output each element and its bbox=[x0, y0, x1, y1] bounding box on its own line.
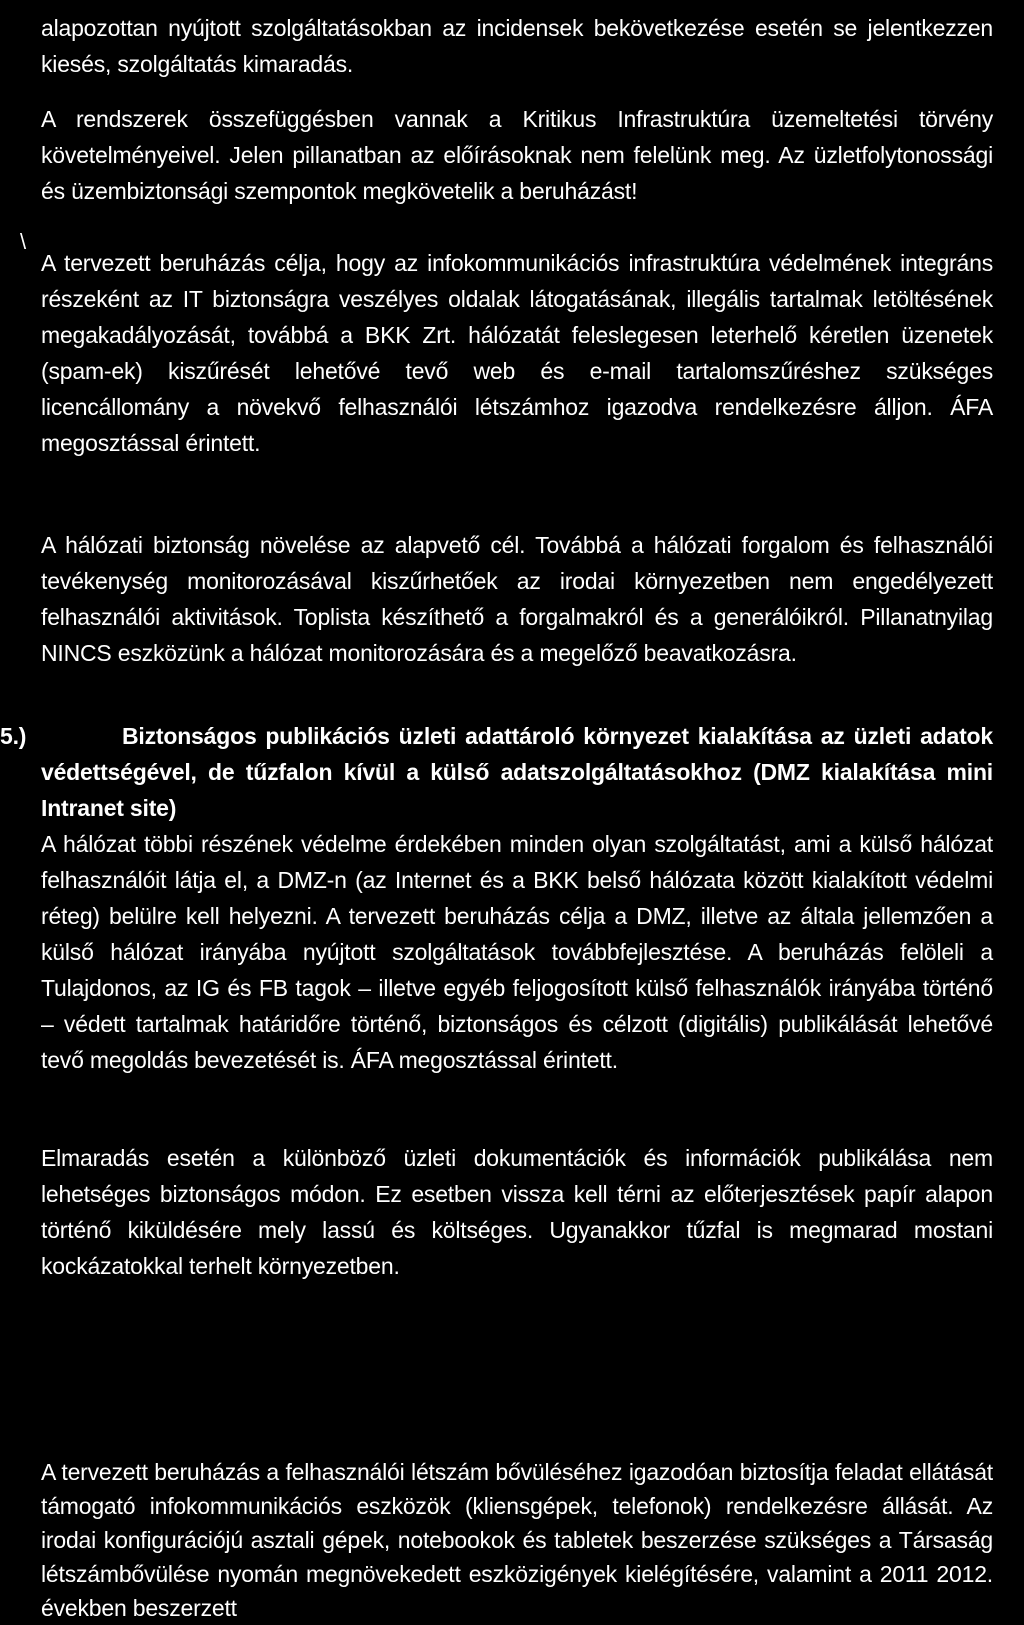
paragraph-critical-infrastructure: A rendszerek összefüggésben vannak a Kritikus Infrastruktúra üzemeltetési törvény követelményeivel. Jelen pillanatban az előírásoknak nem felelünk meg. Az üzletfolytonossági és üzembiztonsági szempontok megkövetelik a beruházást! bbox=[41, 106, 993, 204]
paragraph-service-continuity: alapozottan nyújtott szolgáltatásokban az incidensek bekövetkezése esetén se jelentkezzen kiesés, szolgáltatás kimaradás. bbox=[41, 15, 993, 77]
section-5-heading bbox=[0, 718, 993, 826]
section-5-number: 5.) bbox=[0, 723, 27, 749]
paragraph-content-filtering: A tervezett beruházás célja, hogy az infokommunikációs infrastruktúra védelmének integráns részeként az IT biztonságra veszélyes oldalak látogatásának, illegális tartalmak letöltésének megakadályozását, továbbá a BKK Zrt. hálózatát feleslegesen leterhelő kéretlen üzenetek (spam-ek) kiszűrését lehetővé tevő web és e-mail tartalomszűréshez szükséges licencállomány a növekvő felhasználói létszámhoz igazodva rendelkezésre álljon. ÁFA megosztással érintett. bbox=[41, 250, 993, 456]
paragraph-network-security: A hálózati biztonság növelése az alapvető cél. Továbbá a hálózati forgalom és felhasználói tevékenység monitorozásával kiszűrhetőek az irodai környezetben nem engedélyezett felhasználói aktivitások. Toplista készíthető a forgalmakról és a generálóikról. Pillanatnyilag NINCS eszközünk a hálózat monitorozására és a megelőző beavatkozásra. bbox=[41, 532, 993, 666]
paragraph-consequences: Elmaradás esetén a különböző üzleti dokumentációk és információk publikálása nem lehetséges biztonságos módon. Ez esetben vissza kell térni az előterjesztések papír alapon történő kiküldésére mely lassú és költséges. Ugyanakkor tűzfal is megmarad mostani kockázatokkal terhelt környezetben. bbox=[41, 1145, 993, 1279]
paragraph-device-procurement: A tervezett beruházás a felhasználói létszám bővüléséhez igazodóan biztosítja feladat ellátását támogató infokommunikációs eszközök (kliensgépek, telefonok) rendelkezésre állását. Az irodai konfigurációjú asztali gépek, notebookok és tabletek beszerzése szükséges a Társaság létszámbővülése nyomán megnövekedett eszközigények kielégítésére, valamint a 2011 2012. években beszerzett bbox=[41, 1459, 993, 1621]
paragraph-dmz: A hálózat többi részének védelme érdekében minden olyan szolgáltatást, ami a külső hálózat felhasználóit látja el, a DMZ-n (az Internet és a BKK belső hálózata között kialakított védelmi réteg) belülre kell helyezni. A tervezett beruházás célja a DMZ, illetve az általa jellemzően a külső hálózat irányába nyújtott szolgáltatások továbbfejlesztése. A beruházás felöleli a Tulajdonos, az IG és FB tagok – illetve egyéb feljogosított külső felhasználók irányába történő – védett tartalmak határidőre történő, biztonságos és célzott (digitális) publikálását lehetővé tevő megoldás bevezetését is. ÁFA megosztással érintett. bbox=[41, 831, 993, 1073]
section-5-title: Biztonságos publikációs üzleti adattároló környezet kialakítása az üzleti adatok védettségével, de tűzfalon kívül a külső adatszolgáltatásokhoz (DMZ kialakítása mini Intranet site) bbox=[41, 723, 993, 821]
stray-scan-mark: \ bbox=[20, 229, 27, 254]
